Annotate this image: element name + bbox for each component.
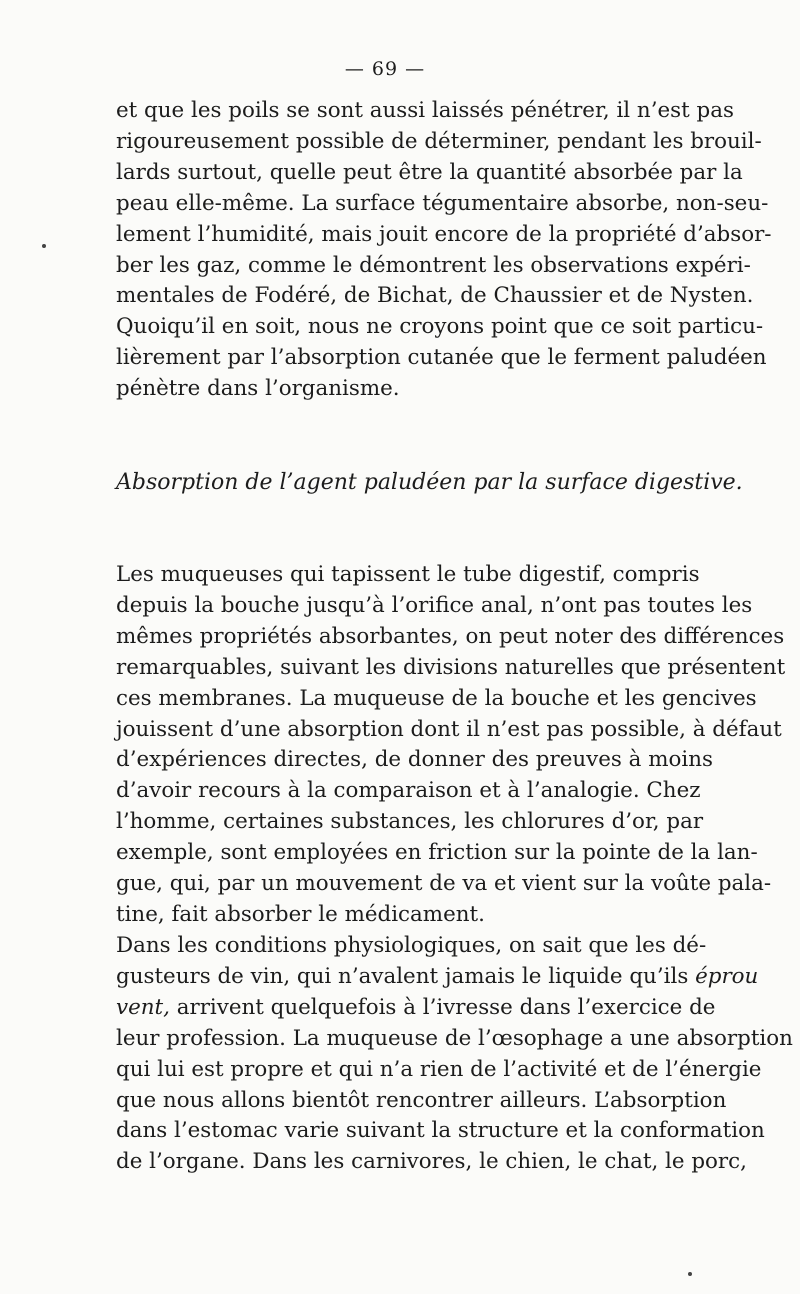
text-line: leur profession. La muqueuse de l’œsophage a une absorption xyxy=(116,1025,793,1051)
text-line: remarquables, suivant les divisions naturelles que présentent xyxy=(116,654,786,680)
text-line: pénètre dans l’organisme. xyxy=(116,376,400,402)
text-line: mentales de Fodéré, de Bichat, de Chaussier et de Nysten. xyxy=(116,283,754,309)
paper-speck xyxy=(688,1272,692,1276)
text-line: que nous allons bientôt rencontrer ailleurs. L’absorption xyxy=(116,1087,727,1113)
text-line: lement l’humidité, mais jouit encore de la propriété d’absor- xyxy=(116,221,772,247)
text-line: d’expériences directes, de donner des preuves à moins xyxy=(116,747,713,773)
paragraph-skin-absorption xyxy=(116,96,772,405)
text-line: dans l’estomac varie suivant la structure et la conformation xyxy=(116,1118,765,1144)
page-number: — 69 — xyxy=(344,58,426,80)
text-line: lièrement par l’absorption cutanée que le ferment paludéen xyxy=(116,345,767,371)
text-line: gusteurs de vin, qui n’avalent jamais le liquide qu’ils éprou xyxy=(116,963,759,989)
paragraph-digestive-mucosa xyxy=(116,560,786,931)
text-line: ber les gaz, comme le démontrent les observations expéri- xyxy=(116,252,751,278)
text-line: d’avoir recours à la comparaison et à l’analogie. Chez xyxy=(116,778,701,804)
text-line: Dans les conditions physiologiques, on sait que les dé- xyxy=(116,933,707,958)
text-line: mêmes propriétés absorbantes, on peut noter des différences xyxy=(116,623,785,649)
text-line: de l’organe. Dans les carnivores, le chien, le chat, le porc, xyxy=(116,1149,747,1175)
text-line: depuis la bouche jusqu’à l’orifice anal, n’ont pas toutes les xyxy=(116,592,753,618)
text-line: qui lui est propre et qui n’a rien de l’activité et de l’énergie xyxy=(116,1056,762,1082)
text-line: tine, fait absorber le médicament. xyxy=(116,901,485,927)
text-line: vent, arrivent quelquefois à l’ivresse dans l’exercice de xyxy=(116,994,716,1020)
text-line: rigoureusement possible de déterminer, pendant les brouil- xyxy=(116,128,762,154)
text-line: lards surtout, quelle peut être la quantité absorbée par la xyxy=(116,159,743,185)
paragraph-wine-tasters xyxy=(116,931,793,1178)
text-line: exemple, sont employées en friction sur la pointe de la lan- xyxy=(116,840,758,866)
text-line: et que les poils se sont aussi laissés pénétrer, il n’est pas xyxy=(116,98,734,123)
text-line: Quoiqu’il en soit, nous ne croyons point que ce soit particu- xyxy=(116,314,764,340)
text-line: gue, qui, par un mouvement de va et vient sur la voûte pala- xyxy=(116,871,772,897)
text-line: l’homme, certaines substances, les chlorures d’or, par xyxy=(116,809,704,835)
section-heading: Absorption de l’agent paludéen par la surface digestive. xyxy=(116,470,743,495)
text-line: jouissent d’une absorption dont il n’est pas possible, à défaut xyxy=(116,716,782,742)
text-line: Les muqueuses qui tapissent le tube digestif, compris xyxy=(116,562,700,587)
text-line: peau elle-même. La surface tégumentaire absorbe, non-seu- xyxy=(116,190,769,216)
paper-speck xyxy=(42,244,46,248)
text-line: ces membranes. La muqueuse de la bouche et les gencives xyxy=(116,685,757,711)
